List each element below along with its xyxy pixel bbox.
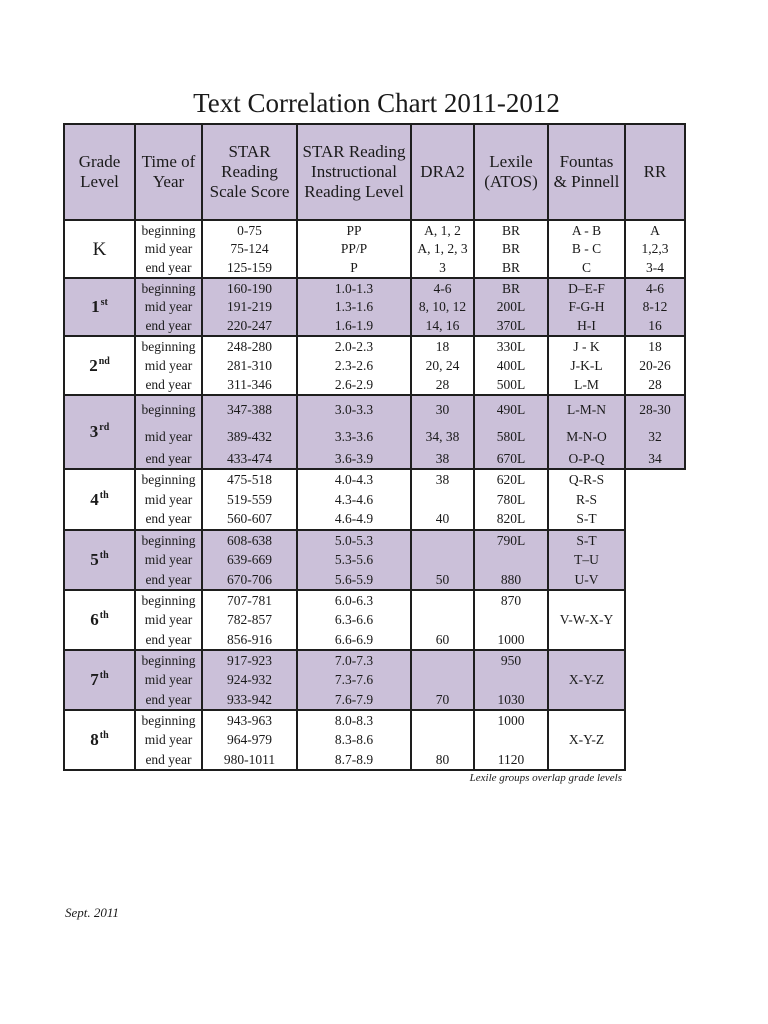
time-of-year-cell: mid year (144, 732, 193, 748)
dra2-cell (412, 711, 473, 730)
fountas-pinnell-cell: U-V (574, 571, 599, 587)
fountas-pinnell-cell (549, 651, 624, 670)
lexile-cell: BR (501, 241, 520, 257)
dra2-cell: 34, 38 (425, 429, 460, 445)
grade-label (90, 491, 108, 509)
fountas-pinnell-cell: S-T (576, 511, 597, 527)
time-of-year-column (136, 711, 203, 769)
grade-number: 6 (90, 610, 99, 629)
star-instructional-level-cell: 7.3-7.6 (334, 672, 374, 688)
dra2-cell: 20, 24 (425, 357, 460, 373)
star-scale-score-column (203, 651, 298, 709)
star-instructional-level-column (298, 531, 412, 589)
rr-cell: 28 (648, 376, 662, 392)
lexile-cell: 400L (496, 357, 526, 373)
dra2-cell: 38 (435, 451, 450, 467)
dra2-column (412, 279, 475, 335)
fountas-pinnell-cell: F-G-H (568, 299, 605, 315)
dra2-cell (412, 610, 473, 629)
star-scale-score-cell: 191-219 (227, 299, 272, 315)
grade-group-row (63, 221, 686, 279)
dra2-cell: A, 1, 2, 3 (417, 241, 468, 257)
lexile-cell: BR (501, 222, 520, 238)
time-of-year-cell: end year (145, 511, 192, 527)
time-of-year-cell: mid year (144, 429, 193, 445)
header-rr: RR (626, 125, 686, 219)
dra2-cell: 40 (435, 511, 450, 527)
time-of-year-cell: beginning (141, 280, 196, 296)
time-of-year-column (136, 279, 203, 335)
fountas-pinnell-column (549, 711, 626, 769)
star-instructional-level-cell: 2.3-2.6 (334, 357, 374, 373)
star-instructional-level-cell: P (350, 259, 358, 275)
grade-label (90, 551, 108, 569)
dra2-cell: 4-6 (433, 280, 452, 296)
dra2-column (412, 591, 475, 649)
lexile-column (475, 279, 549, 335)
grade-number: 8 (90, 730, 99, 749)
star-instructional-level-cell: 1.6-1.9 (334, 317, 374, 333)
grade-number: 3 (89, 422, 99, 441)
grade-number: K (92, 238, 107, 260)
grade-label (90, 423, 110, 441)
document-date: Sept. 2011 (65, 905, 119, 920)
dra2-cell (412, 670, 473, 689)
rr-cell: 4-6 (646, 280, 664, 296)
dra2-cell (412, 531, 473, 550)
rr-column (626, 337, 686, 394)
dra2-column (412, 396, 475, 468)
dra2-cell (412, 550, 473, 569)
star-instructional-level-cell: 6.0-6.3 (334, 592, 374, 608)
star-instructional-level-cell: 3.3-3.6 (334, 429, 374, 445)
grade-level-cell (65, 531, 136, 589)
footnote: Lexile groups overlap grade levels (469, 772, 622, 784)
fountas-pinnell-cell: S-T (576, 532, 597, 548)
star-instructional-level-cell: 5.6-5.9 (334, 571, 374, 587)
lexile-cell: 780L (496, 491, 526, 507)
lexile-cell (475, 550, 547, 569)
time-of-year-column (136, 221, 203, 277)
fountas-pinnell-cell: B - C (571, 241, 602, 257)
fountas-pinnell-cell: L-M (574, 376, 599, 392)
fountas-pinnell-column (549, 470, 626, 529)
fountas-pinnell-cell: M-N-O (566, 429, 607, 445)
dra2-cell: 60 (435, 631, 450, 647)
correlation-table (63, 123, 686, 771)
lexile-column (475, 337, 549, 394)
dra2-cell: 80 (435, 751, 450, 767)
lexile-cell: 790L (496, 532, 526, 548)
grade-group-row (63, 337, 686, 396)
header-star-instructional-level: STAR Reading Instructional Reading Level (298, 125, 412, 219)
lexile-cell: BR (501, 259, 520, 275)
lexile-column (475, 711, 549, 769)
star-scale-score-cell: 943-963 (227, 712, 272, 728)
star-scale-score-cell: 389-432 (227, 429, 272, 445)
star-scale-score-cell: 924-932 (227, 672, 272, 688)
dra2-column (412, 531, 475, 589)
star-scale-score-cell: 519-559 (227, 491, 272, 507)
rr-cell: 8-12 (642, 299, 668, 315)
lexile-column (475, 221, 549, 277)
star-scale-score-column (203, 396, 298, 468)
star-instructional-level-column (298, 396, 412, 468)
grade-label (93, 240, 107, 259)
lexile-column (475, 470, 549, 529)
star-instructional-level-cell: 4.6-4.9 (334, 511, 374, 527)
dra2-cell: 28 (435, 376, 450, 392)
star-instructional-level-cell: 8.3-8.6 (334, 732, 374, 748)
header-time-of-year: Time of Year (136, 125, 203, 219)
star-scale-score-cell: 608-638 (227, 532, 272, 548)
star-scale-score-cell: 281-310 (227, 357, 272, 373)
grade-label (90, 671, 108, 689)
header-dra2: DRA2 (412, 125, 475, 219)
time-of-year-column (136, 591, 203, 649)
header-fountas-pinnell: Fountas & Pinnell (549, 125, 626, 219)
star-scale-score-cell: 125-159 (227, 259, 272, 275)
star-scale-score-cell: 311-346 (227, 376, 272, 392)
grade-level-cell (65, 337, 136, 394)
star-instructional-level-cell: 8.7-8.9 (334, 751, 374, 767)
fountas-pinnell-cell: Q-R-S (568, 472, 605, 488)
fountas-pinnell-column (549, 651, 626, 709)
fountas-pinnell-cell: X-Y-Z (568, 672, 605, 688)
grade-group-row (63, 279, 686, 337)
grade-level-cell (65, 711, 136, 769)
grade-group-row (63, 470, 626, 531)
star-instructional-level-cell: 3.0-3.3 (334, 402, 374, 418)
dra2-cell (412, 490, 473, 510)
lexile-cell: 580L (496, 429, 526, 445)
grade-group-row (63, 531, 626, 591)
rr-cell: 18 (648, 338, 662, 354)
time-of-year-cell: end year (145, 751, 192, 767)
time-of-year-cell: end year (145, 631, 192, 647)
dra2-column (412, 337, 475, 394)
lexile-cell: 1000 (497, 712, 525, 728)
star-instructional-level-cell: 6.3-6.6 (334, 612, 374, 628)
fountas-pinnell-cell: J-K-L (570, 357, 603, 373)
fountas-pinnell-column (549, 337, 626, 394)
grade-number: 1 (91, 297, 100, 316)
grade-number: 4 (90, 489, 99, 509)
star-instructional-level-cell: 7.0-7.3 (334, 652, 374, 668)
fountas-pinnell-cell (549, 630, 624, 649)
time-of-year-cell: end year (145, 376, 192, 392)
fountas-pinnell-cell: T–U (574, 552, 599, 568)
fountas-pinnell-cell: V-W-X-Y (559, 612, 614, 628)
star-instructional-level-column (298, 591, 412, 649)
rr-cell: 16 (648, 317, 662, 333)
dra2-column (412, 221, 475, 277)
grade-group-row (63, 711, 626, 771)
star-scale-score-cell: 0-75 (237, 222, 262, 238)
header-grade-level: Grade Level (65, 125, 136, 219)
lexile-cell (475, 730, 547, 749)
star-instructional-level-column (298, 337, 412, 394)
grade-number: 7 (90, 670, 99, 689)
time-of-year-column (136, 337, 203, 394)
time-of-year-column (136, 396, 203, 468)
time-of-year-cell: mid year (144, 552, 193, 568)
time-of-year-cell: end year (145, 691, 192, 707)
header-lexile: Lexile (ATOS) (475, 125, 549, 219)
star-instructional-level-column (298, 279, 412, 335)
grade-ordinal-suffix: rd (99, 422, 110, 433)
dra2-cell: 18 (435, 338, 450, 354)
grade-level-cell (65, 591, 136, 649)
star-scale-score-cell: 475-518 (227, 472, 272, 488)
star-instructional-level-cell: 8.0-8.3 (334, 712, 374, 728)
grade-level-cell (65, 396, 136, 468)
lexile-cell (475, 610, 547, 629)
star-instructional-level-cell: PP (346, 222, 362, 238)
star-instructional-level-column (298, 651, 412, 709)
star-instructional-level-cell: 5.3-5.6 (334, 552, 374, 568)
grade-ordinal-suffix: th (99, 730, 109, 741)
fountas-pinnell-column (549, 221, 626, 277)
lexile-cell: BR (501, 280, 520, 296)
dra2-cell: 70 (435, 691, 450, 707)
star-instructional-level-cell: 3.6-3.9 (334, 451, 374, 467)
lexile-cell: 950 (500, 652, 522, 668)
fountas-pinnell-cell: L-M-N (567, 402, 606, 418)
time-of-year-cell: mid year (144, 299, 193, 315)
star-scale-score-cell: 707-781 (227, 592, 272, 608)
star-scale-score-cell: 433-474 (227, 451, 272, 467)
time-of-year-cell: end year (145, 451, 192, 467)
star-scale-score-column (203, 591, 298, 649)
lexile-cell: 330L (496, 338, 526, 354)
fountas-pinnell-cell: A - B (571, 222, 602, 238)
star-instructional-level-cell: 2.0-2.3 (334, 338, 374, 354)
fountas-pinnell-cell: J - K (573, 338, 600, 354)
lexile-cell: 370L (496, 317, 526, 333)
star-instructional-level-cell: 2.6-2.9 (334, 376, 374, 392)
dra2-cell: 38 (435, 472, 450, 488)
table-header-row (63, 123, 686, 221)
time-of-year-cell: mid year (144, 672, 193, 688)
dra2-column (412, 470, 475, 529)
lexile-cell: 500L (496, 376, 526, 392)
lexile-column (475, 651, 549, 709)
star-scale-score-cell: 347-388 (227, 402, 272, 418)
star-scale-score-cell: 782-857 (227, 612, 272, 628)
fountas-pinnell-cell (549, 690, 624, 709)
grade-level-cell (65, 221, 136, 277)
time-of-year-cell: mid year (144, 612, 193, 628)
fountas-pinnell-column (549, 531, 626, 589)
time-of-year-cell: beginning (141, 592, 196, 608)
star-scale-score-cell: 639-669 (227, 552, 272, 568)
grade-ordinal-suffix: th (99, 489, 109, 501)
lexile-cell: 880 (500, 571, 522, 587)
star-instructional-level-cell: PP/P (340, 241, 368, 257)
star-scale-score-column (203, 711, 298, 769)
grade-level-cell (65, 279, 136, 335)
grade-ordinal-suffix: th (99, 610, 109, 621)
time-of-year-cell: beginning (141, 532, 196, 548)
grade-label (91, 298, 108, 316)
rr-column (626, 221, 686, 277)
time-of-year-column (136, 531, 203, 589)
lexile-cell: 1030 (497, 691, 525, 707)
star-instructional-level-column (298, 221, 412, 277)
rr-column (626, 396, 686, 468)
star-scale-score-cell: 75-124 (230, 241, 269, 257)
time-of-year-cell: mid year (144, 491, 193, 507)
dra2-cell: 8, 10, 12 (418, 299, 467, 315)
time-of-year-cell: mid year (144, 357, 193, 373)
star-scale-score-cell: 248-280 (227, 338, 272, 354)
grade-label (90, 731, 108, 749)
rr-column (626, 279, 686, 335)
star-scale-score-cell: 933-942 (227, 691, 272, 707)
star-scale-score-cell: 964-979 (227, 732, 272, 748)
star-scale-score-column (203, 221, 298, 277)
lexile-cell: 200L (496, 299, 526, 315)
grade-number: 2 (89, 355, 98, 375)
lexile-cell: 870 (500, 592, 522, 608)
time-of-year-cell: beginning (141, 338, 196, 354)
rr-cell: 1,2,3 (641, 241, 669, 257)
grade-label (90, 611, 108, 629)
star-instructional-level-column (298, 470, 412, 529)
star-instructional-level-cell: 1.0-1.3 (334, 280, 374, 296)
time-of-year-cell: end year (145, 571, 192, 587)
star-instructional-level-cell: 7.6-7.9 (334, 691, 374, 707)
grade-group-row (63, 591, 626, 651)
grade-ordinal-suffix: st (100, 297, 108, 308)
time-of-year-cell: beginning (141, 472, 196, 488)
star-scale-score-cell: 220-247 (227, 317, 272, 333)
time-of-year-cell: end year (145, 317, 192, 333)
grade-ordinal-suffix: th (99, 670, 109, 681)
dra2-cell (412, 730, 473, 749)
star-instructional-level-cell: 6.6-6.9 (334, 631, 374, 647)
header-star-scale-score: STAR Reading Scale Score (203, 125, 298, 219)
rr-cell: 20-26 (639, 357, 671, 373)
grade-number: 5 (90, 550, 99, 569)
page-title: Text Correlation Chart 2011-2012 (193, 88, 560, 118)
star-scale-score-cell: 670-706 (227, 571, 272, 587)
star-scale-score-cell: 980-1011 (223, 751, 276, 767)
star-scale-score-column (203, 470, 298, 529)
grade-level-cell (65, 470, 136, 529)
time-of-year-cell: end year (145, 259, 192, 275)
dra2-cell: 3 (439, 259, 446, 275)
dra2-cell: 14, 16 (425, 317, 460, 333)
dra2-column (412, 651, 475, 709)
dra2-column (412, 711, 475, 769)
fountas-pinnell-cell (549, 591, 624, 610)
star-instructional-level-cell: 4.0-4.3 (334, 472, 374, 488)
dra2-cell (412, 651, 473, 670)
time-of-year-cell: beginning (141, 222, 196, 238)
grade-group-row (63, 651, 626, 711)
lexile-cell (475, 670, 547, 689)
star-scale-score-column (203, 279, 298, 335)
rr-cell: 3-4 (646, 259, 664, 275)
rr-cell: 32 (648, 429, 662, 445)
lexile-cell: 620L (496, 472, 526, 488)
grade-label (89, 357, 110, 375)
star-instructional-level-cell: 4.3-4.6 (334, 491, 374, 507)
fountas-pinnell-cell: R-S (575, 491, 597, 507)
lexile-column (475, 591, 549, 649)
star-instructional-level-cell: 5.0-5.3 (334, 532, 374, 548)
grade-ordinal-suffix: nd (98, 355, 110, 367)
grade-level-cell (65, 651, 136, 709)
fountas-pinnell-cell: X-Y-Z (568, 732, 605, 748)
time-of-year-column (136, 651, 203, 709)
time-of-year-cell: beginning (141, 652, 196, 668)
dra2-cell: 50 (435, 571, 450, 587)
star-instructional-level-cell: 1.3-1.6 (334, 299, 374, 315)
fountas-pinnell-cell: O-P-Q (568, 451, 605, 467)
star-scale-score-cell: 917-923 (227, 652, 272, 668)
lexile-cell: 1120 (497, 751, 525, 767)
star-scale-score-column (203, 337, 298, 394)
lexile-cell: 1000 (497, 631, 525, 647)
rr-cell: 28-30 (639, 402, 671, 418)
lexile-column (475, 531, 549, 589)
fountas-pinnell-cell: C (581, 259, 591, 275)
dra2-cell (412, 591, 473, 610)
fountas-pinnell-column (549, 396, 626, 468)
fountas-pinnell-column (549, 591, 626, 649)
star-instructional-level-column (298, 711, 412, 769)
lexile-cell: 670L (496, 451, 526, 467)
dra2-cell: A, 1, 2 (424, 222, 461, 238)
star-scale-score-column (203, 531, 298, 589)
lexile-cell: 490L (496, 402, 526, 418)
time-of-year-cell: beginning (141, 712, 196, 728)
star-scale-score-cell: 856-916 (227, 631, 272, 647)
rr-cell: A (650, 222, 660, 238)
fountas-pinnell-cell (549, 750, 624, 769)
lexile-cell: 820L (496, 511, 526, 527)
time-of-year-column (136, 470, 203, 529)
grade-ordinal-suffix: th (99, 550, 109, 561)
time-of-year-cell: beginning (141, 402, 196, 418)
fountas-pinnell-cell: D–E-F (568, 280, 605, 296)
fountas-pinnell-column (549, 279, 626, 335)
dra2-cell: 30 (435, 402, 450, 418)
fountas-pinnell-cell: H-I (577, 317, 596, 333)
grade-group-row (63, 396, 686, 470)
fountas-pinnell-cell (549, 711, 624, 730)
star-scale-score-cell: 160-190 (227, 280, 272, 296)
lexile-column (475, 396, 549, 468)
time-of-year-cell: mid year (144, 241, 193, 257)
star-scale-score-cell: 560-607 (227, 511, 272, 527)
rr-cell: 34 (648, 451, 662, 467)
